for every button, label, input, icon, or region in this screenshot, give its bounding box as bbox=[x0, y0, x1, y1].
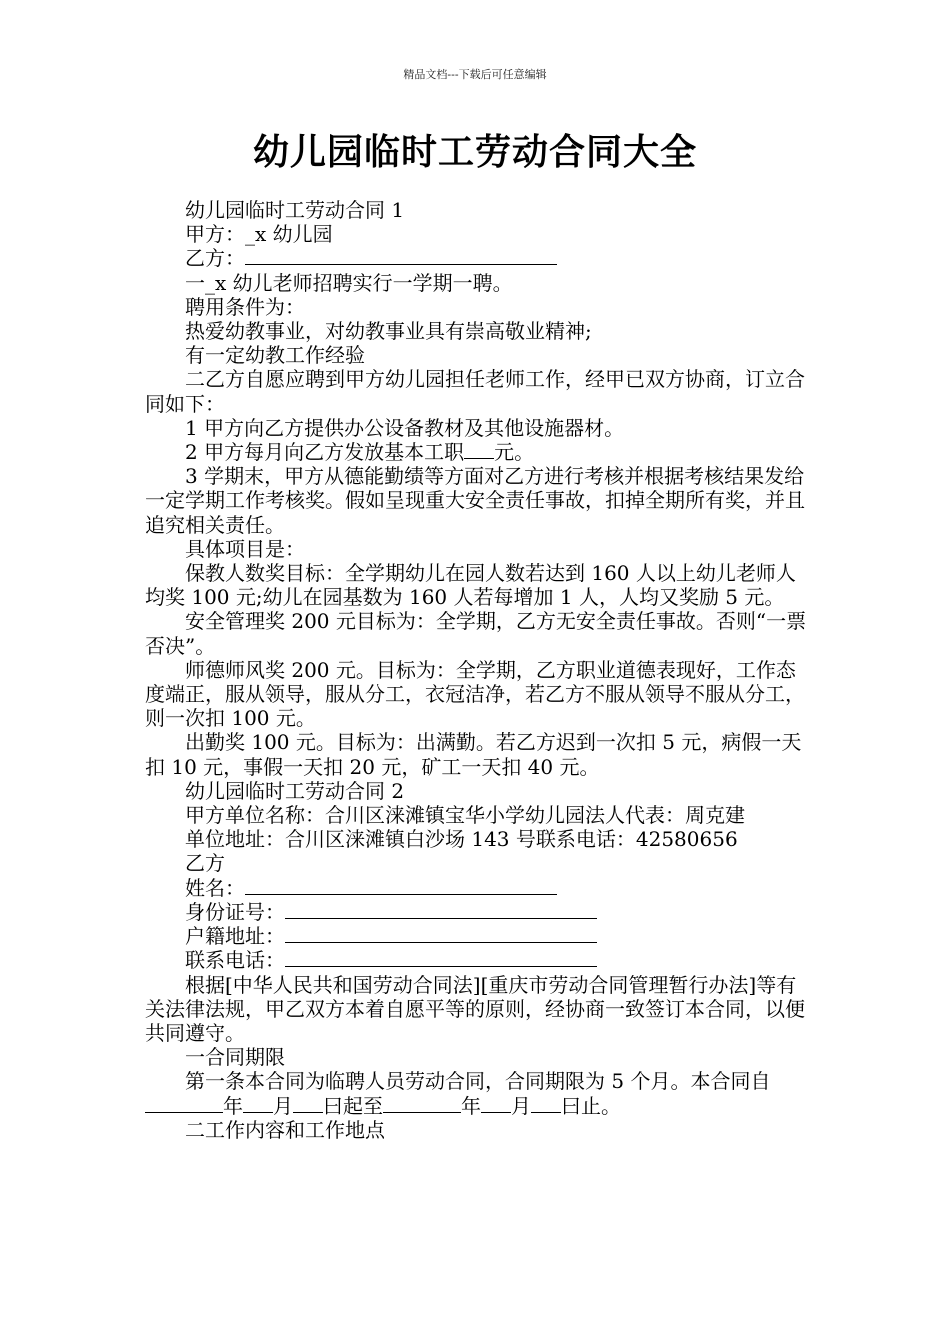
text: 元。 bbox=[494, 440, 535, 465]
label: 姓名： bbox=[185, 875, 245, 900]
blank-line bbox=[293, 1094, 323, 1113]
paragraph: 幼儿园临时工劳动合同 2 bbox=[185, 778, 405, 803]
blank-line bbox=[531, 1094, 561, 1113]
paragraph bbox=[145, 948, 807, 972]
paragraph: 二工作内容和工作地点 bbox=[185, 1117, 385, 1142]
paragraph bbox=[145, 924, 807, 948]
paragraph: 保教人数奖目标：全学期幼儿在园人数若达到 160 人以上幼儿老师人均奖 100 元;幼儿在园基数为 160 人若每增加 1 人，人均又奖励 5 元。 bbox=[145, 561, 796, 610]
paragraph: 一_x 幼儿老师招聘实行一学期一聘。 bbox=[185, 270, 513, 295]
blank-line bbox=[145, 1094, 223, 1113]
paragraph: 有一定幼教工作经验 bbox=[185, 343, 365, 368]
paragraph: 二乙方自愿应聘到甲方幼儿园担任老师工作，经甲已双方协商，订立合同如下： bbox=[145, 367, 805, 416]
paragraph: 出勤奖 100 元。目标为：出满勤。若乙方迟到一次扣 5 元，病假一天扣 10 元，事假一天扣 20 元，矿工一天扣 40 元。 bbox=[145, 730, 802, 779]
blank-line bbox=[285, 924, 597, 943]
blank-line bbox=[285, 900, 597, 919]
paragraph bbox=[145, 246, 807, 270]
paragraph bbox=[145, 1069, 807, 1117]
paragraph: 3 学期末，甲方从德能勤绩等方面对乙方进行考核并根据考核结果发给一定学期工作考核奖。假如呈现重大安全责任事故，扣掉全期所有奖，并且追究相关责任。 bbox=[145, 464, 805, 537]
paragraph: 1 甲方向乙方提供办公设备教材及其他设施器材。 bbox=[185, 415, 625, 440]
blank-line bbox=[383, 1094, 461, 1113]
paragraph: 甲方单位名称：合川区涞滩镇宝华小学幼儿园法人代表：周克建 bbox=[185, 803, 745, 828]
paragraph: 师德师风奖 200 元。目标为：全学期，乙方职业道德表现好，工作态度端正，服从领导，服从分工，衣冠洁净，若乙方不服从领导不服从分工，则一次扣 100 元。 bbox=[145, 657, 805, 731]
blank-line bbox=[243, 1094, 273, 1113]
paragraph: 一合同期限 bbox=[185, 1045, 285, 1070]
paragraph bbox=[145, 876, 807, 900]
paragraph: 单位地址：合川区涞滩镇白沙场 143 号联系电话：42580656 bbox=[185, 827, 738, 852]
text: 年 bbox=[461, 1093, 481, 1118]
blank-line bbox=[245, 876, 557, 895]
document-title: 幼儿园临时工劳动合同大全 bbox=[252, 132, 697, 173]
label: 户籍地址： bbox=[185, 924, 285, 949]
text: 曰起至 bbox=[323, 1093, 383, 1118]
label: 联系电话： bbox=[185, 948, 285, 973]
text: 月 bbox=[511, 1093, 531, 1118]
paragraph bbox=[145, 440, 807, 464]
paragraph: 具体项目是： bbox=[185, 536, 305, 561]
paragraph: 热爱幼教事业，对幼教事业具有崇高敬业精神; bbox=[185, 319, 592, 344]
label: 乙方： bbox=[185, 246, 245, 271]
paragraph: 幼儿园临时工劳动合同 1 bbox=[185, 198, 405, 222]
paragraph: 聘用条件为： bbox=[185, 294, 305, 319]
header-note: 精品文档---下载后可任意编辑 bbox=[403, 68, 547, 81]
text: 月 bbox=[273, 1093, 293, 1118]
text: 年 bbox=[223, 1093, 243, 1118]
paragraph: 根据[中华人民共和国劳动合同法][重庆市劳动合同管理暂行办法]等有关法律法规，甲乙双方本着自愿平等的原则，经协商一致签订本合同，以便共同遵守。 bbox=[145, 972, 805, 1045]
paragraph: 乙方 bbox=[185, 851, 225, 876]
paragraph: 甲方：_x 幼儿园 bbox=[185, 222, 333, 247]
text: 2 甲方每月向乙方发放基本工职 bbox=[185, 440, 465, 465]
paragraph: 安全管理奖 200 元目标为：全学期，乙方无安全责任事故。否则“一票否决”。 bbox=[145, 609, 807, 658]
blank-line bbox=[464, 440, 494, 459]
label: 身份证号： bbox=[185, 899, 285, 924]
document-body bbox=[145, 198, 807, 1142]
paragraph bbox=[145, 900, 807, 924]
text: 曰止。 bbox=[561, 1093, 621, 1118]
blank-line bbox=[285, 948, 597, 967]
blank-line bbox=[481, 1094, 511, 1113]
text: 第一条本合同为临聘人员劳动合同，合同期限为 5 个月。本合同自 bbox=[185, 1069, 771, 1094]
blank-line bbox=[245, 246, 557, 265]
